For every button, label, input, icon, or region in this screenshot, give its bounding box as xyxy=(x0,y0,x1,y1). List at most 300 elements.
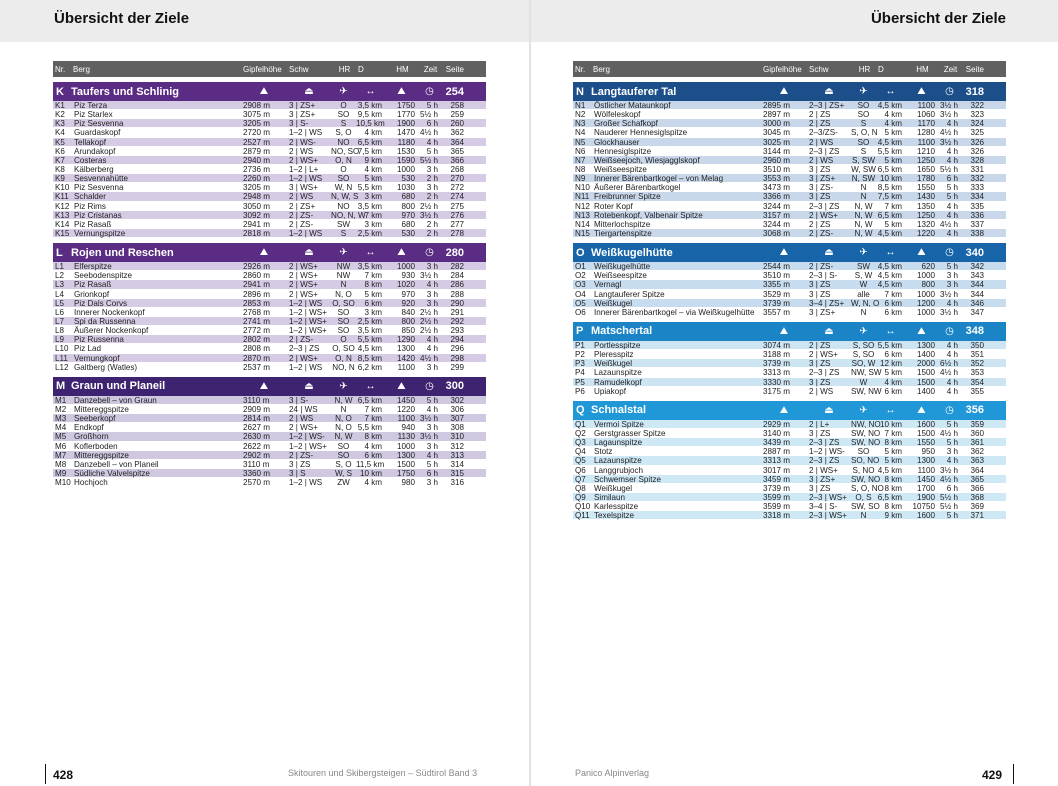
direction: SW, NW xyxy=(851,386,882,396)
summit-height: 3050 m xyxy=(243,201,270,211)
direction: SO xyxy=(337,307,350,317)
table-row xyxy=(573,156,1006,165)
distance: 5,5 km xyxy=(357,423,382,433)
direction: N xyxy=(860,307,867,317)
duration: 4 h xyxy=(946,146,958,156)
duration: 3½ h xyxy=(419,414,438,424)
route-name: Endkopf xyxy=(74,423,104,433)
page-ref: 291 xyxy=(450,307,464,317)
route-name: Vermoi Spitze xyxy=(594,419,644,429)
route-id: M2 xyxy=(55,404,67,414)
table-row xyxy=(53,211,486,220)
distance: 7 km xyxy=(364,404,382,414)
direction: S, O xyxy=(335,459,352,469)
distance: 5 km xyxy=(884,128,902,138)
column-header-seite: Seite xyxy=(965,64,984,74)
route-id: K6 xyxy=(55,146,65,156)
distance: 10,5 km xyxy=(356,119,385,129)
ascent-meters: 1500 xyxy=(396,459,415,469)
distance: 8 km xyxy=(884,483,902,493)
distance: 4,5 km xyxy=(357,344,382,354)
section-page: 340 xyxy=(965,246,984,259)
route-id: Q3 xyxy=(575,438,586,448)
page-ref: 328 xyxy=(970,155,984,165)
difficulty: 2–3 | ZS xyxy=(809,456,840,466)
direction: NO, N, W xyxy=(331,210,366,220)
table-row xyxy=(53,220,486,229)
summit-height: 2627 m xyxy=(243,423,270,433)
route-id: L3 xyxy=(55,280,65,290)
table-row xyxy=(53,469,486,478)
section-header xyxy=(573,401,1006,420)
route-name: Vernagl xyxy=(594,280,622,290)
ascent-meters: 1170 xyxy=(917,119,935,129)
route-name: Rotebenkopf, Valbenair Spitze xyxy=(594,210,703,220)
direction: S xyxy=(860,146,867,156)
route-id: Q7 xyxy=(575,474,586,484)
table-row xyxy=(53,138,486,147)
summit-height: 2908 m xyxy=(243,101,270,110)
route-id: N5 xyxy=(575,137,586,147)
page-ref: 290 xyxy=(450,298,464,308)
distance: 3 km xyxy=(364,192,382,202)
difficulty: 3 | ZS xyxy=(809,280,831,290)
distance: 6,5 km xyxy=(357,395,382,405)
distance: 6,2 km xyxy=(357,362,382,372)
table-row xyxy=(573,378,1006,387)
page-ref: 368 xyxy=(970,492,984,502)
page-ref: 361 xyxy=(970,438,984,448)
difficulty: 1–2 | WS xyxy=(289,228,323,238)
section-letter: N xyxy=(576,85,584,98)
page-ref: 371 xyxy=(970,511,984,521)
direction: O, N xyxy=(335,353,352,363)
table-row xyxy=(573,350,1006,359)
route-name: Lazaunspitze xyxy=(594,456,642,466)
distance: 2,5 km xyxy=(357,316,382,326)
direction: S, O, NO xyxy=(851,483,884,493)
page-ref: 274 xyxy=(450,192,464,202)
difficulty: 3 | S- xyxy=(289,119,309,129)
distance: 8 km xyxy=(884,474,902,484)
summit-height: 3110 m xyxy=(243,395,270,405)
ascent-meters: 620 xyxy=(921,262,935,272)
summit-height: 3366 m xyxy=(763,192,790,202)
duration: 6 h xyxy=(946,174,958,184)
distance: 3,5 km xyxy=(357,326,382,336)
duration: 4 h xyxy=(946,119,958,129)
ascent-meters: 1350 xyxy=(916,201,935,211)
route-id: N9 xyxy=(575,174,586,184)
route-id: Q6 xyxy=(575,465,586,475)
table-row xyxy=(573,429,1006,438)
summit-height: 2860 m xyxy=(243,271,270,281)
direction: SO, NO xyxy=(851,456,880,466)
difficulty: 2 | WS xyxy=(289,146,314,156)
distance: 6 km xyxy=(884,307,902,317)
ascent-meters: 1450 xyxy=(916,474,935,484)
route-id: K7 xyxy=(55,155,65,165)
difficulty: 2–3/ZS- xyxy=(809,128,838,138)
section-title: Weißkugelhütte xyxy=(591,246,673,259)
ascent-meters: 1430 xyxy=(916,192,935,202)
section-page: 280 xyxy=(445,246,464,259)
section-header xyxy=(573,82,1006,101)
direction: N xyxy=(860,183,867,193)
distance: 6,5 km xyxy=(877,210,902,220)
difficulty: 1–2 | WS xyxy=(289,174,323,184)
difficulty: 3 | ZS xyxy=(289,459,311,469)
route-id: Q5 xyxy=(575,456,586,466)
direction: NW xyxy=(336,262,351,272)
page-ref: 362 xyxy=(970,447,984,457)
direction: NO xyxy=(337,201,350,211)
summit-height: 3599 m xyxy=(763,502,790,512)
direction: NW, NO xyxy=(851,419,881,429)
duration: 5 h xyxy=(426,459,438,469)
ascent-meters: 970 xyxy=(401,210,415,220)
table-row xyxy=(53,405,486,414)
page-ref: 369 xyxy=(970,502,984,512)
page-ref: 272 xyxy=(450,183,464,193)
summit-height: 2630 m xyxy=(243,432,270,442)
distance: 3 km xyxy=(364,307,382,317)
distance-icon: ↔ xyxy=(365,247,376,259)
table-row xyxy=(53,363,486,372)
column-header-d: D xyxy=(878,64,884,74)
ascent-icon: ⛰ xyxy=(397,86,406,97)
ascent-meters: 1220 xyxy=(396,404,415,414)
route-name: Piz Dals Corvs xyxy=(74,298,128,308)
page-ref: 284 xyxy=(450,271,464,281)
summit-height: 2544 m xyxy=(763,262,790,272)
duration: 4 h xyxy=(426,137,438,147)
summit-height: 2887 m xyxy=(763,447,790,457)
difficulty: 2 | ZS xyxy=(809,119,831,129)
duration: 3½ h xyxy=(419,432,438,442)
table-row xyxy=(53,442,486,451)
route-id: N1 xyxy=(575,101,586,110)
difficulty: 1–2 | L+ xyxy=(289,164,319,174)
direction: SW xyxy=(336,219,351,229)
duration: 4 h xyxy=(946,386,958,396)
route-id: K9 xyxy=(55,174,65,184)
difficulty: 3–4 | ZS+ xyxy=(809,298,845,308)
table-row xyxy=(573,119,1006,128)
difficulty: 2 | ZS- xyxy=(289,450,314,460)
route-id: N6 xyxy=(575,146,586,156)
section-title: Rojen und Reschen xyxy=(71,246,174,259)
column-header-gipfelhoehe: Gipfelhöhe xyxy=(763,64,802,74)
direction: N, SW xyxy=(851,174,876,184)
direction: alle xyxy=(857,289,870,299)
summit-height: 2879 m xyxy=(243,146,270,156)
column-header-zeit: Zeit xyxy=(943,64,958,74)
duration: 2 h xyxy=(426,192,438,202)
ascent-icon: ⛰ xyxy=(397,380,406,392)
duration: 3 h xyxy=(946,447,958,457)
summit-height: 3205 m xyxy=(243,183,270,193)
route-name: Schwemser Spitze xyxy=(594,474,662,484)
difficulty: 2 | ZS- xyxy=(809,262,834,272)
difficulty: 1–2 | WS xyxy=(289,128,323,138)
page-ref: 282 xyxy=(450,262,464,272)
table-row xyxy=(53,317,486,326)
page-ref: 292 xyxy=(450,316,464,326)
table-row xyxy=(573,447,1006,456)
section-letter: O xyxy=(576,246,585,259)
ascent-meters: 1750 xyxy=(396,101,415,110)
route-name: Piz Rasaß xyxy=(74,219,112,229)
difficulty: 3 | ZS xyxy=(809,483,831,493)
page-ref: 334 xyxy=(970,192,984,202)
route-id: K4 xyxy=(55,128,65,138)
column-header-hm: HM xyxy=(916,64,929,74)
route-name: Hochjoch xyxy=(74,478,108,488)
route-name: Guardaskopf xyxy=(74,128,121,138)
route-id: L11 xyxy=(55,353,68,363)
distance: 8,5 km xyxy=(877,183,902,193)
summit-height: 3092 m xyxy=(243,210,270,220)
direction: SO xyxy=(337,174,350,184)
table-row xyxy=(573,359,1006,368)
direction: NW, SW xyxy=(851,368,882,378)
route-id: M5 xyxy=(55,432,67,442)
direction: SO xyxy=(857,137,870,147)
page-ref: 288 xyxy=(450,289,464,299)
difficulty: 2 | WS+ xyxy=(809,350,838,360)
ascent-meters: 1100 xyxy=(397,362,415,372)
direction: SO xyxy=(337,441,350,451)
compass-direction-icon: ✈ xyxy=(339,380,348,392)
column-header-hm: HM xyxy=(396,64,409,74)
difficulty: 2 | ZS- xyxy=(809,228,834,238)
route-id: P5 xyxy=(575,377,585,387)
distance-icon: ↔ xyxy=(365,86,376,97)
page-ref: 322 xyxy=(970,101,984,110)
duration: 3½ h xyxy=(419,271,438,281)
route-id: Q10 xyxy=(575,502,591,512)
section-header xyxy=(53,243,486,262)
page-ref: 313 xyxy=(450,450,464,460)
route-id: N3 xyxy=(575,119,586,129)
route-name: Grionkopf xyxy=(74,289,110,299)
mountain-height-icon: ⛰ xyxy=(259,380,269,392)
table-row xyxy=(573,290,1006,299)
page-ref: 350 xyxy=(970,340,984,350)
ski-difficulty-icon: ⏏ xyxy=(824,86,834,97)
route-name: Piz Terza xyxy=(74,101,108,110)
route-name: Piz Rims xyxy=(74,201,106,211)
section-letter: P xyxy=(576,325,584,338)
left-footer-text: Skitouren und Skibergsteigen – Südtirol Band 3 xyxy=(288,768,478,778)
direction: O, SO xyxy=(332,298,355,308)
route-name: Pleresspitz xyxy=(594,350,634,360)
difficulty: 3 | ZS+ xyxy=(289,101,316,110)
duration: 5 h xyxy=(426,101,438,110)
duration: 4½ h xyxy=(939,368,958,378)
section-letter: M xyxy=(56,380,66,393)
route-id: M9 xyxy=(55,468,67,478)
table-row xyxy=(573,387,1006,396)
clock-icon: ◷ xyxy=(425,247,434,259)
ascent-meters: 1250 xyxy=(916,155,935,165)
duration: 4 h xyxy=(946,350,958,360)
difficulty: 2–3 | ZS xyxy=(809,201,840,211)
duration: 4 h xyxy=(426,404,438,414)
table-row xyxy=(53,192,486,201)
clock-icon: ◷ xyxy=(945,247,954,259)
table-row xyxy=(53,344,486,353)
duration: 5 h xyxy=(946,192,958,202)
difficulty: 2 | WS+ xyxy=(809,465,838,475)
duration: 4½ h xyxy=(939,128,958,138)
page-ref: 343 xyxy=(970,271,984,281)
summit-height: 2260 m xyxy=(243,174,270,184)
section-page: 300 xyxy=(445,380,464,393)
table-row xyxy=(53,156,486,165)
summit-height: 3205 m xyxy=(243,119,270,129)
route-name: Langgrubjoch xyxy=(594,465,644,475)
page-ref: 325 xyxy=(970,128,984,138)
table-row xyxy=(53,299,486,308)
direction: SW, NO xyxy=(851,428,881,438)
distance-icon: ↔ xyxy=(365,380,376,392)
route-id: N8 xyxy=(575,164,586,174)
ascent-meters: 950 xyxy=(921,447,935,457)
section-title: Taufers und Schlinig xyxy=(71,85,179,98)
table-row xyxy=(573,502,1006,511)
page-ref: 344 xyxy=(970,280,984,290)
difficulty: 3–4 | S- xyxy=(809,502,838,512)
direction: SW, NO xyxy=(851,438,881,448)
distance: 3,5 km xyxy=(357,262,382,272)
difficulty: 3 | ZS xyxy=(809,192,831,202)
summit-height: 3355 m xyxy=(763,280,790,290)
distance: 2,5 km xyxy=(357,228,382,238)
route-name: Tellakopf xyxy=(74,137,106,147)
distance: 8 km xyxy=(364,432,382,442)
distance: 4,5 km xyxy=(877,280,902,290)
table-row xyxy=(53,271,486,280)
route-name: Mitterlochspitze xyxy=(594,219,651,229)
difficulty: 2–3 | ZS+ xyxy=(809,101,845,110)
page-ref: 275 xyxy=(450,201,464,211)
page-ref: 366 xyxy=(970,483,984,493)
table-row xyxy=(573,128,1006,137)
table-row xyxy=(53,414,486,423)
duration: 5½ h xyxy=(419,110,438,120)
direction: N, W xyxy=(854,210,873,220)
table-row xyxy=(573,438,1006,447)
page-ref: 326 xyxy=(970,146,984,156)
summit-height: 3439 m xyxy=(763,438,790,448)
section-title: Graun und Planeil xyxy=(71,380,166,393)
ascent-meters: 980 xyxy=(401,478,415,488)
page-ref: 336 xyxy=(970,210,984,220)
distance: 7 km xyxy=(364,210,382,220)
direction: S, SW xyxy=(852,155,875,165)
route-name: Östlicher Mataunkopf xyxy=(594,101,671,110)
route-name: Seeberkopf xyxy=(74,414,116,424)
duration: 4 h xyxy=(946,228,958,238)
route-id: L2 xyxy=(55,271,65,281)
distance: 8 km xyxy=(884,438,902,448)
route-name: Roter Kopf xyxy=(594,201,633,211)
duration: 4½ h xyxy=(419,128,438,138)
distance: 9,5 km xyxy=(357,110,382,120)
route-id: N12 xyxy=(575,201,590,211)
column-header-schw: Schw xyxy=(289,64,309,74)
column-header-gipfelhoehe: Gipfelhöhe xyxy=(243,64,282,74)
distance: 7 km xyxy=(884,428,902,438)
direction: S, NO xyxy=(852,465,875,475)
route-name: Wölfeleskopf xyxy=(594,110,641,120)
route-name: Freibrunner Spitze xyxy=(594,192,661,202)
route-name: Innerer Nockenkopf xyxy=(74,307,145,317)
difficulty: 2 | WS+ xyxy=(289,280,318,290)
table-row xyxy=(573,202,1006,211)
difficulty: 3 | ZS xyxy=(809,428,831,438)
route-id: Q9 xyxy=(575,492,586,502)
distance: 4 km xyxy=(884,119,902,129)
column-header-berg: Berg xyxy=(73,64,90,74)
distance: 5 km xyxy=(884,155,902,165)
ascent-icon: ⛰ xyxy=(917,86,926,97)
column-header-hr: HR xyxy=(858,64,871,74)
distance: 10 km xyxy=(879,174,902,184)
route-name: Piz Cristanas xyxy=(74,210,122,220)
ascent-meters: 800 xyxy=(401,201,415,211)
distance: 6 km xyxy=(884,350,902,360)
ascent-meters: 1600 xyxy=(916,511,935,521)
route-id: M3 xyxy=(55,414,67,424)
summit-height: 2768 m xyxy=(243,307,270,317)
distance: 6 km xyxy=(364,298,382,308)
duration: 5½ h xyxy=(939,492,958,502)
ascent-meters: 1750 xyxy=(396,468,415,478)
ascent-meters: 1450 xyxy=(396,395,415,405)
summit-height: 3144 m xyxy=(763,146,790,156)
mountain-height-icon: ⛰ xyxy=(259,247,269,259)
ascent-meters: 1500 xyxy=(916,377,935,387)
duration: 2 h xyxy=(426,219,438,229)
route-name: Costeras xyxy=(74,155,107,165)
duration: 3 h xyxy=(426,478,438,488)
ascent-meters: 1650 xyxy=(916,164,935,174)
route-id: K3 xyxy=(55,119,65,129)
summit-height: 3739 m xyxy=(763,298,790,308)
distance: 5 km xyxy=(364,289,382,299)
route-id: M8 xyxy=(55,459,67,469)
summit-height: 2570 m xyxy=(243,478,270,488)
distance-icon: ↔ xyxy=(885,404,896,416)
summit-height: 2896 m xyxy=(243,289,270,299)
distance: 5 km xyxy=(884,456,902,466)
ascent-meters: 850 xyxy=(401,326,415,336)
page-ref: 332 xyxy=(970,174,984,184)
summit-height: 2941 m xyxy=(243,219,270,229)
difficulty: 2 | WS+ xyxy=(289,423,318,433)
route-name: Piz Sesvenna xyxy=(74,119,124,129)
table-row xyxy=(573,420,1006,429)
column-header-nr: Nr. xyxy=(55,64,66,74)
direction: NW xyxy=(336,271,351,281)
difficulty: 1–2 | WS- xyxy=(809,447,845,457)
section-header xyxy=(53,377,486,396)
ascent-meters: 1000 xyxy=(916,307,935,317)
clock-icon: ◷ xyxy=(945,86,954,97)
